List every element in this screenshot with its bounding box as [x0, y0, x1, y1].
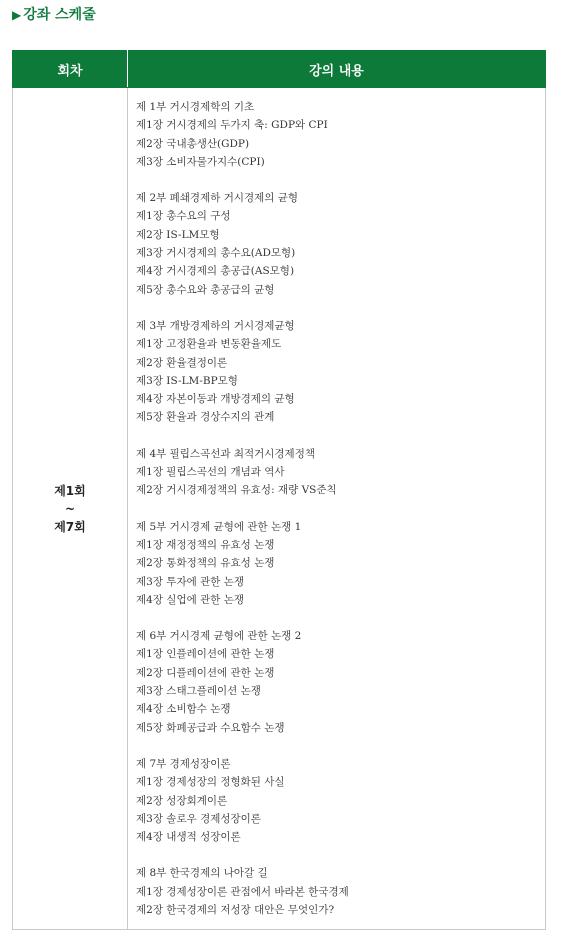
part-title: 제 8부 한국경제의 나아갈 길	[136, 867, 268, 880]
chapter-item: 제1장 총수요의 구성	[136, 210, 231, 223]
chapter-item: 제1장 인플레이션에 관한 논쟁	[136, 648, 275, 661]
part-title: 제 4부 필립스곡선과 최적거시경제정책	[136, 447, 315, 460]
chapter-item: 제1장 필립스곡선의 개념과 역사	[136, 466, 285, 479]
chapter-item: 제2장 거시경제정책의 유효성: 재량 VS준칙	[136, 484, 337, 497]
round-end: 제7회	[54, 519, 86, 534]
chapter-item: 제2장 한국경제의 저성장 대안은 무엇인가?	[136, 903, 335, 916]
round-separator: ~	[64, 501, 76, 516]
part-title: 제 3부 개방경제하의 거시경제균형	[136, 319, 295, 332]
chapter-item: 제4장 소비함수 논쟁	[136, 703, 231, 716]
lecture-part	[136, 317, 537, 427]
lecture-part	[136, 627, 537, 737]
chapter-item: 제2장 디플레이션에 관한 논쟁	[136, 666, 275, 679]
chapter-item: 제3장 소비자물가지수(CPI)	[136, 155, 265, 168]
parts-list	[136, 98, 537, 919]
part-title: 제 5부 거시경제 균형에 관한 논쟁 1	[136, 520, 302, 533]
header-round: 회차	[13, 51, 128, 88]
section-title-text: 강좌 스케줄	[23, 7, 96, 23]
lecture-part	[136, 98, 537, 171]
chapter-item: 제4장 내생적 성장이론	[136, 831, 241, 844]
part-title: 제 6부 거시경제 균형에 관한 논쟁 2	[136, 630, 302, 643]
table-header-row	[13, 51, 546, 88]
chapter-item: 제2장 환율결정이론	[136, 356, 228, 369]
chapter-item: 제1장 경제성장의 정형화된 사실	[136, 776, 285, 789]
chapter-item: 제3장 솔로우 경제성장이론	[136, 812, 261, 825]
schedule-table	[12, 50, 546, 930]
content-cell	[128, 88, 546, 930]
chapter-item: 제4장 실업에 관한 논쟁	[136, 593, 244, 606]
chapter-item: 제3장 스태그플레이션 논쟁	[136, 685, 261, 698]
chapter-item: 제5장 환율과 경상수지의 관계	[136, 411, 275, 424]
chapter-item: 제1장 경제성장이론 관점에서 바라본 한국경제	[136, 885, 349, 898]
chapter-item: 제2장 IS-LM모형	[136, 228, 220, 241]
chapter-item: 제4장 거시경제의 총공급(AS모형)	[136, 265, 295, 278]
round-cell	[13, 88, 128, 930]
chapter-item: 제5장 화폐공급과 수요함수 논쟁	[136, 721, 285, 734]
section-title	[12, 4, 96, 24]
chapter-item: 제3장 투자에 관한 논쟁	[136, 575, 244, 588]
part-title: 제 7부 경제성장이론	[136, 757, 231, 770]
chapter-item: 제2장 통화정책의 유효성 논쟁	[136, 557, 275, 570]
lecture-part	[136, 445, 537, 500]
chapter-item: 제1장 재정정책의 유효성 논쟁	[136, 538, 275, 551]
chapter-item: 제4장 자본이동과 개방경제의 균형	[136, 393, 295, 406]
triangle-right-icon: ▶	[12, 8, 22, 22]
part-title: 제 1부 거시경제학의 기초	[136, 101, 255, 113]
lecture-part	[136, 189, 537, 299]
chapter-item: 제1장 고정환율과 변동환율제도	[136, 338, 282, 351]
chapter-item: 제1장 거시경제의 두가지 축: GDP와 CPI	[136, 119, 328, 132]
chapter-item: 제3장 거시경제의 총수요(AD모형)	[136, 247, 296, 260]
lecture-part	[136, 755, 537, 846]
chapter-item: 제2장 국내총생산(GDP)	[136, 137, 250, 150]
round-start: 제1회	[54, 483, 86, 498]
part-title: 제 2부 폐쇄경제하 거시경제의 균형	[136, 192, 299, 205]
chapter-item: 제5장 총수요와 총공급의 균형	[136, 283, 275, 296]
lecture-part	[136, 518, 537, 609]
table-row	[13, 88, 546, 930]
chapter-item: 제2장 성장회계이론	[136, 794, 228, 807]
lecture-part	[136, 864, 537, 919]
chapter-item: 제3장 IS-LM-BP모형	[136, 374, 238, 387]
header-content: 강의 내용	[128, 51, 546, 88]
